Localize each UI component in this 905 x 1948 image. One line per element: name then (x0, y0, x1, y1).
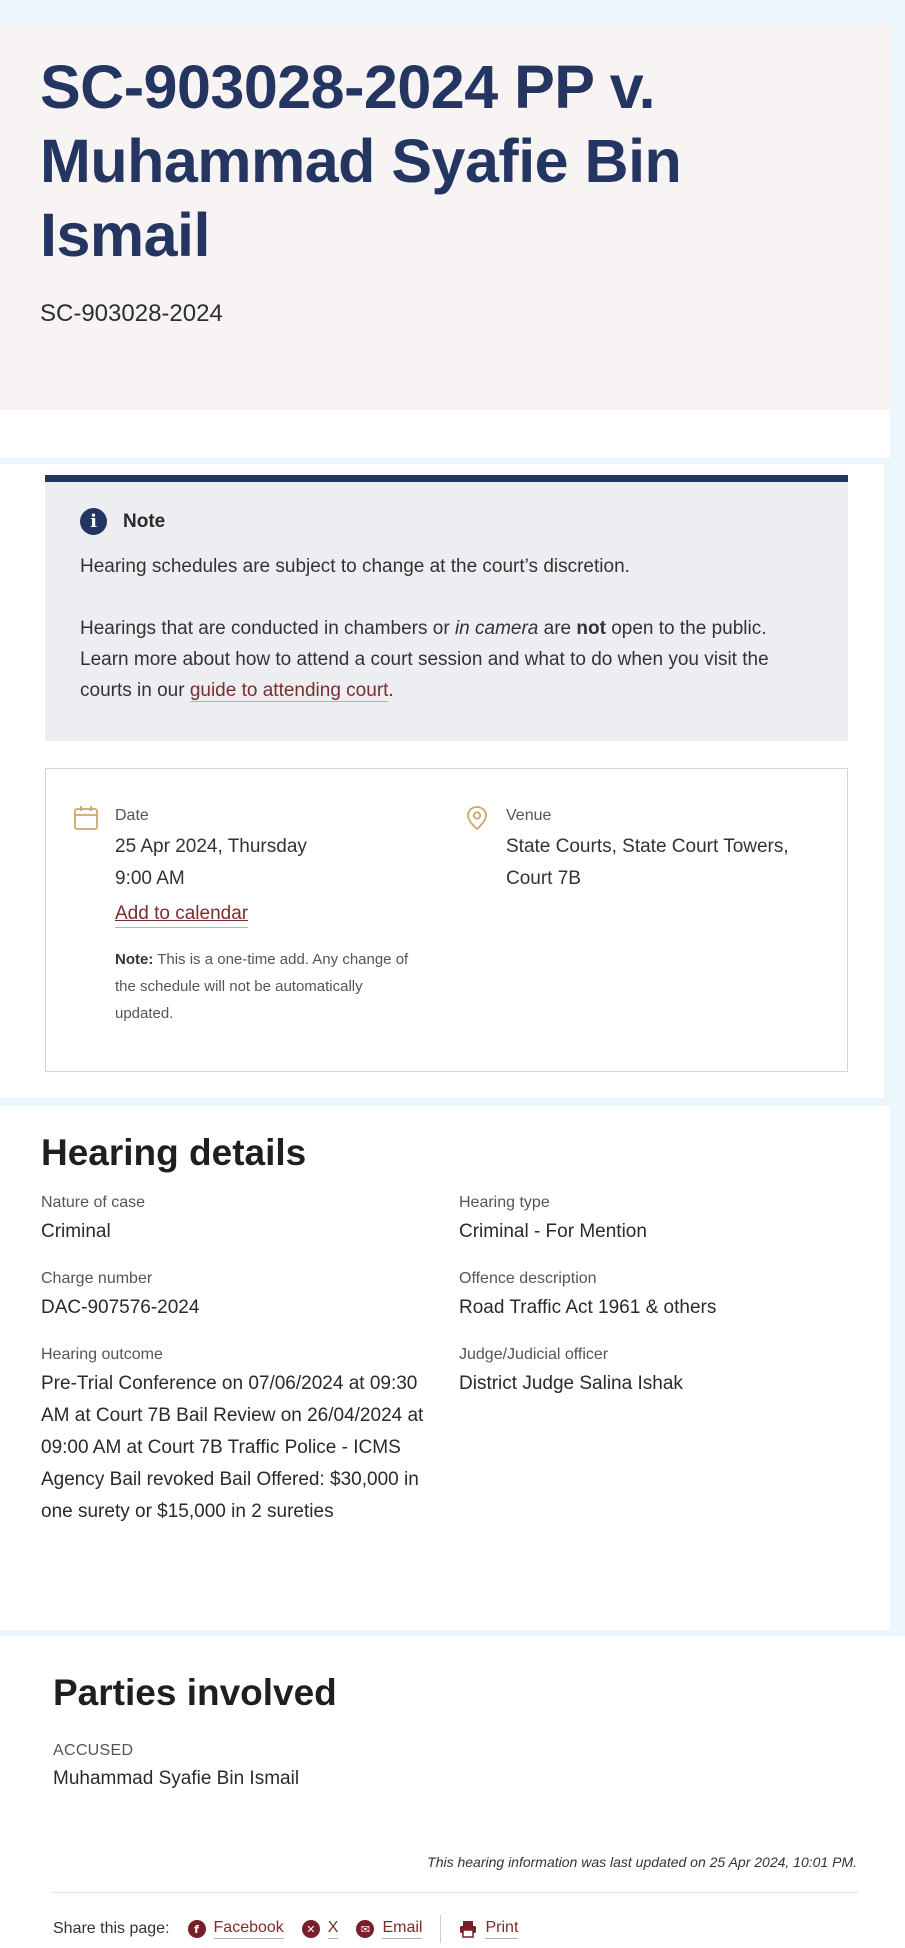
hero-divider (0, 410, 890, 458)
printer-icon (459, 1920, 477, 1938)
hearing-details-section (0, 1106, 890, 1630)
print-button[interactable] (459, 1919, 518, 1939)
note-text-end: . (388, 680, 394, 701)
note-line-1: Hearing schedules are subject to change at the court’s discretion. (80, 556, 630, 577)
field-label: Charge number (41, 1270, 153, 1287)
date-value (115, 831, 433, 895)
share-facebook-button[interactable] (188, 1919, 284, 1939)
detail-field (459, 1270, 859, 1324)
field-label: Nature of case (41, 1194, 146, 1211)
email-icon: ✉ (356, 1920, 374, 1938)
case-number: SC-903028-2024 (40, 300, 223, 327)
hearing-details-heading: Hearing details (41, 1132, 307, 1173)
print-label: Print (485, 1919, 518, 1939)
detail-field (41, 1194, 459, 1248)
share-label: Share this page: (53, 1920, 170, 1937)
calendar-note-text: This is a one-time add. Any change of the schedule will not be automatically updated. (115, 951, 409, 1022)
page-hero (0, 24, 890, 410)
venue-section (464, 803, 824, 895)
venue-value: State Courts, State Court Towers, Court 7B (506, 836, 789, 889)
field-value: District Judge Salina Ishak (459, 1373, 683, 1394)
facebook-icon: f (188, 1920, 206, 1938)
parties-section (0, 1636, 905, 1948)
date-label: Date (115, 807, 149, 824)
email-label: Email (382, 1919, 422, 1939)
field-label: Hearing type (459, 1194, 550, 1211)
field-value: Pre-Trial Conference on 07/06/2024 at 09:30 AM at Court 7B Bail Review on 26/04/2024 at 09:00 AM at Court 7B Traffic Police - ICMS Agency Bail revoked Bail Offered: $30,000 in one surety or $15,000 in 2 sureties (41, 1373, 424, 1522)
note-text-b: are (538, 618, 577, 639)
note-text-a: Hearings that are conducted in chambers or (80, 618, 455, 639)
party-role: ACCUSED (53, 1742, 134, 1759)
last-updated-text: This hearing information was last updated on 25 Apr 2024, 10:01 PM. (427, 1854, 857, 1870)
field-label: Judge/Judicial officer (459, 1346, 609, 1363)
date-body (115, 807, 433, 1027)
date-text: 25 Apr 2024, Thursday (115, 836, 307, 857)
add-to-calendar-link[interactable]: Add to calendar (115, 903, 248, 928)
note-title: Note (123, 510, 166, 532)
schedule-card (45, 768, 848, 1072)
note-header (80, 508, 813, 535)
field-value: DAC-907576-2024 (41, 1297, 200, 1318)
field-label: Offence description (459, 1270, 597, 1287)
note-box (45, 475, 848, 741)
note-text-em: in camera (454, 618, 539, 639)
info-icon: i (80, 508, 107, 535)
field-value: Road Traffic Act 1961 & others (459, 1297, 717, 1318)
venue-body (506, 807, 824, 895)
calendar-icon (73, 805, 99, 831)
party-name: Muhammad Syafie Bin Ismail (53, 1768, 300, 1789)
venue-label: Venue (506, 807, 552, 824)
x-label: X (328, 1919, 339, 1939)
calendar-note (115, 946, 425, 1027)
detail-field (459, 1194, 859, 1248)
detail-field (41, 1346, 431, 1528)
field-value: Criminal - For Mention (459, 1221, 647, 1242)
calendar-note-bold: Note: (115, 951, 154, 968)
time-text: 9:00 AM (115, 868, 185, 889)
note-line-2 (80, 613, 813, 706)
parties-heading: Parties involved (53, 1672, 337, 1713)
details-grid (41, 1194, 849, 1528)
share-bar (53, 1892, 858, 1943)
detail-field (41, 1270, 459, 1324)
share-email-button[interactable] (356, 1919, 422, 1939)
guide-link[interactable]: guide to attending court (189, 680, 389, 701)
share-x-button[interactable] (302, 1919, 339, 1939)
facebook-label: Facebook (214, 1919, 284, 1939)
x-icon: ✕ (302, 1920, 320, 1938)
note-text-strong: not (576, 618, 606, 639)
location-pin-icon (464, 805, 490, 831)
detail-field (459, 1346, 859, 1528)
note-text-c: open to the public. Learn more about how to attend a court session and what to do when you visit the courts in our (80, 618, 769, 701)
date-section (73, 803, 433, 1027)
share-divider (440, 1915, 441, 1943)
field-label: Hearing outcome (41, 1346, 163, 1363)
field-value: Criminal (41, 1221, 111, 1242)
page-title: SC-903028-2024 PP v. Muhammad Syafie Bin Ismail (40, 53, 682, 269)
